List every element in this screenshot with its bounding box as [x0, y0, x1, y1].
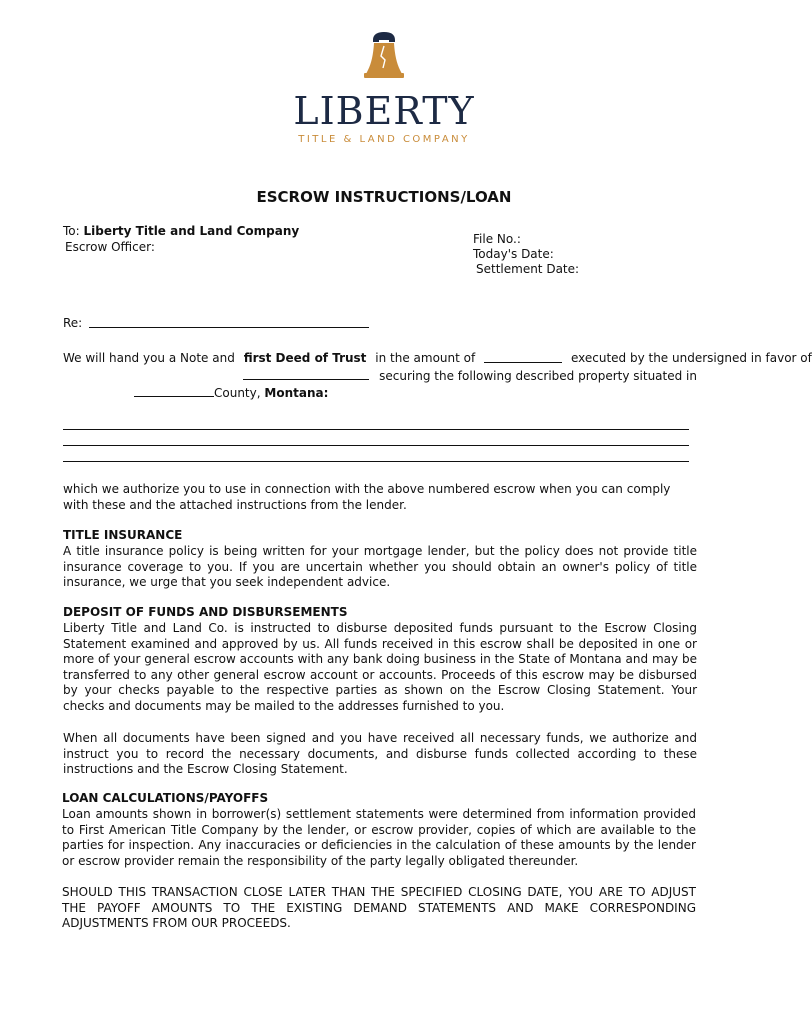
company-name: LIBERTY [293, 89, 475, 133]
deposit-body-2: When all documents have been signed and you have received all necessary funds, we authorize and instruct you to record the necessary documents, and disburse funds collected according to these instructions and the Escrow Closing Statement. [63, 731, 697, 776]
property-line-1[interactable] [63, 429, 689, 430]
amount-blank[interactable] [484, 350, 562, 363]
to-label: To: [63, 224, 80, 238]
property-line-3[interactable] [63, 461, 689, 462]
to-line [63, 224, 299, 240]
liberty-bell-icon [360, 30, 408, 82]
title-insurance-heading: TITLE INSURANCE [63, 528, 183, 542]
intro-bold-deed: first Deed of Trust [243, 351, 367, 365]
closing-date-notice: SHOULD THIS TRANSACTION CLOSE LATER THAN THE SPECIFIED CLOSING DATE, YOU ARE TO ADJUST THE PAYOFF AMOUNTS TO THE EXISTING DEMAND STATEMENTS AND MAKE CORRESPONDING ADJUSTMENTS FROM OUR PROCEEDS. [62, 885, 696, 930]
loan-heading: LOAN CALCULATIONS/PAYOFFS [62, 791, 269, 805]
file-no-label: File No.: [473, 232, 521, 246]
intro-paragraph [63, 350, 812, 402]
escrow-officer-label: Escrow Officer: [65, 240, 155, 254]
settlement-date-label: Settlement Date: [476, 262, 580, 276]
document-title: ESCROW INSTRUCTIONS/LOAN [256, 188, 512, 206]
authorize-paragraph: which we authorize you to use in connection with the above numbered escrow when you can comply with these and the attached instructions from the lender. [63, 482, 671, 512]
county-blank[interactable] [134, 384, 214, 397]
company-tagline: TITLE & LAND COMPANY [298, 134, 470, 145]
intro-bold-state: Montana: [264, 386, 329, 400]
intro-text-4: securing the following described property situated in [379, 368, 697, 383]
loan-body: Loan amounts shown in borrower(s) settlement statements were determined from information provided to First American Title Company by the lender, or escrow provider, copies of which are available to the parties for inspection. Any inaccuracies or deficiencies in the calculation of these amounts by the lender or escrow provider remain the responsibility of the party legally obligated thereunder. [62, 807, 696, 868]
to-value: Liberty Title and Land Company [83, 224, 300, 238]
intro-text-2: in the amount of [375, 351, 476, 365]
in-favor-of-blank[interactable] [243, 367, 369, 380]
property-line-2[interactable] [63, 445, 689, 446]
intro-text-1: We will hand you a Note and [63, 351, 235, 365]
deposit-heading: DEPOSIT OF FUNDS AND DISBURSEMENTS [63, 605, 348, 619]
todays-date-label: Today's Date: [473, 247, 554, 261]
re-label: Re: [63, 316, 83, 330]
re-blank-line[interactable] [89, 327, 369, 328]
title-insurance-body: A title insurance policy is being written for your mortgage lender, but the policy does not provide title insurance coverage to you. If you are uncertain whether you should obtain an owner's policy of title insurance, we urge that you seek independent advice. [63, 544, 697, 589]
intro-text-3: executed by the undersigned in favor of [570, 351, 812, 365]
intro-text-5: County, [214, 386, 261, 400]
company-logo [0, 30, 768, 145]
deposit-body: Liberty Title and Land Co. is instructed to disburse deposited funds pursuant to the Escrow Closing Statement examined and approved by us. All funds received in this escrow shall be deposited in one or more of your general escrow accounts with any bank doing business in the State of Montana and may be transferred to any other general escrow account or accounts. Proceeds of this escrow may be disbursed by your checks payable to the respective parties as shown on the Escrow Closing Statement. Your checks and documents may be mailed to the addresses furnished to you. [63, 621, 697, 713]
